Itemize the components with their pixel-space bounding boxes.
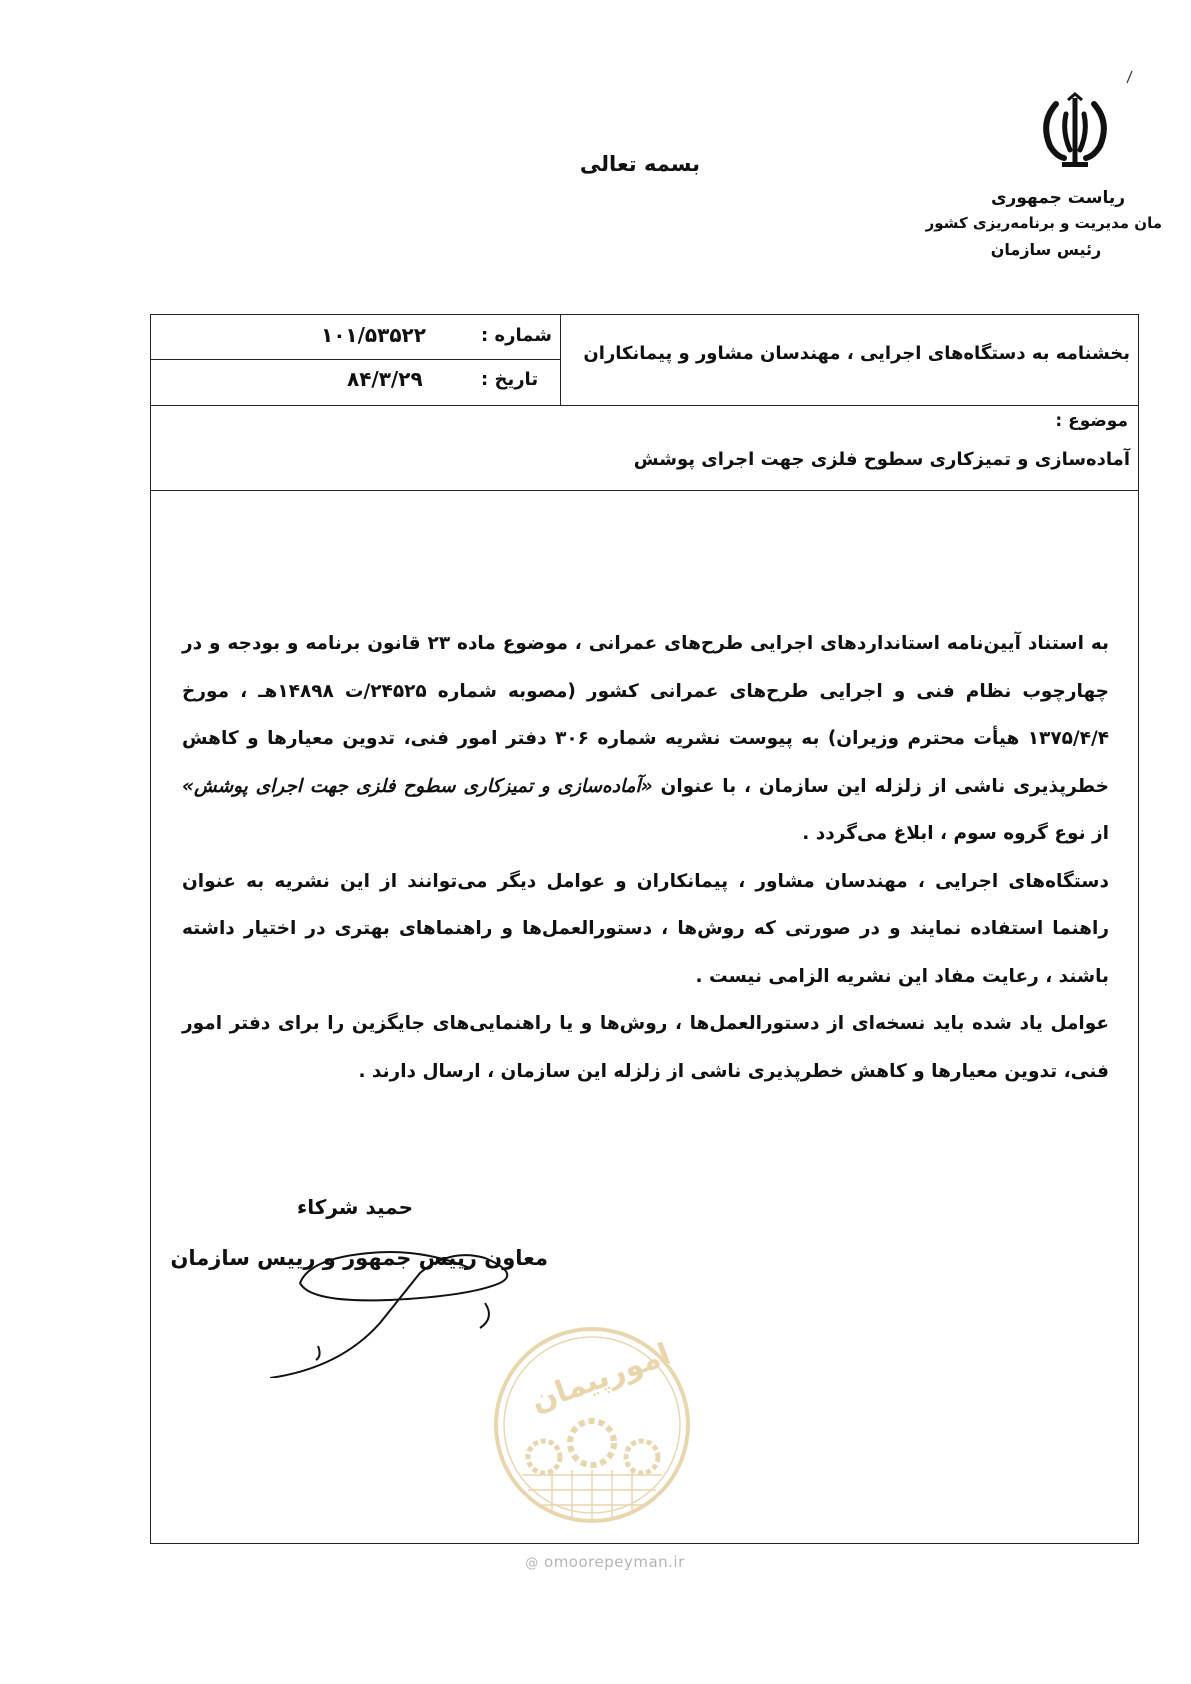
org-line-presidency: ریاست جمهوری <box>990 188 1126 208</box>
pen-mark-decoration <box>1124 70 1134 84</box>
subject-value: آماده‌سازی و تمیزکاری سطوح فلزی جهت اجرای پوشش <box>633 449 1130 470</box>
bismillah-heading: بسمه تعالی <box>579 152 701 176</box>
recipients-line: بخشنامه به دستگاه‌های اجرایی ، مهندسان مشاور و پیمانکاران <box>583 343 1130 364</box>
number-value: ۱۰۱/۵۳۵۲۲ <box>321 323 426 347</box>
subject-label: موضوع : <box>1055 411 1128 431</box>
org-line-head: رئیس سازمان <box>990 240 1102 259</box>
signer-title: معاون رییس جمهور و رییس سازمان <box>170 1246 548 1270</box>
body-p1-text: به استناد آیین‌نامه استانداردهای اجرایی طرح‌های عمرانی ، موضوع ماده ۲۳ قانون برنامه و بودجه و در چهارچوب نظام فنی و اجرایی طرح‌های عمرانی کشور (مصوبه شماره ۲۴۵۲۵/ت ۱۴۸۹۸هـ ، مورخ ۱۳۷۵/۴/۴ هیأت محترم وزیران) به پیوست نشریه شماره ۳۰۶ دفتر امور فنی، تدوین معیارها و کاهش خطرپذیری ناشی از زلزله این سازمان ، با عنوان <box>182 633 1110 797</box>
body-paragraph-1 <box>182 620 1109 858</box>
body-paragraph-3: عوامل یاد شده باید نسخه‌ای از دستورالعمل‌ها ، روش‌ها و یا راهنمایی‌های جایگزین را برای دفتر امور فنی، تدوین معیارها و کاهش خطرپذیری ناشی از زلزله این سازمان ، ارسال دارند . <box>182 1013 1109 1082</box>
website-watermark <box>505 1553 705 1571</box>
org-line-organization: مان مدیریت و برنامه‌ریزی کشور <box>925 214 1162 232</box>
header-row-divider <box>151 405 1138 406</box>
number-label: شماره : <box>481 325 552 346</box>
iran-emblem-icon <box>1038 92 1112 172</box>
date-value: ۸۴/۳/۲۹ <box>347 367 423 391</box>
date-label: تاریخ : <box>481 369 539 390</box>
at-icon: @ <box>525 1556 539 1571</box>
body-p1-end: از نوع گروه سوم ، ابلاغ می‌گردد . <box>802 823 1109 844</box>
subject-row-divider <box>151 490 1138 491</box>
body-paragraph-2: دستگاه‌های اجرایی ، مهندسان مشاور ، پیمانکاران و عوامل دیگر می‌توانند از این نشریه به عنوان راهنما استفاده نمایند و در صورتی که روش‌ها ، دستورالعمل‌ها و راهنماهای بهتری در اختیار داشته باشند ، رعایت مفاد این نشریه الزامی نیست . <box>182 870 1109 987</box>
signer-name: حمید شرکاء <box>297 1195 413 1219</box>
stamp-logo <box>492 1325 692 1525</box>
organization-header <box>925 188 1162 259</box>
publication-title: «آماده‌سازی و تمیزکاری سطوح فلزی جهت اجرای پوشش» <box>182 775 653 797</box>
number-date-divider <box>151 359 561 360</box>
letter-body <box>182 620 1109 1095</box>
watermark-text: omoorepeyman.ir <box>544 1553 685 1571</box>
stamp-text: امورپیمان <box>526 1336 676 1420</box>
